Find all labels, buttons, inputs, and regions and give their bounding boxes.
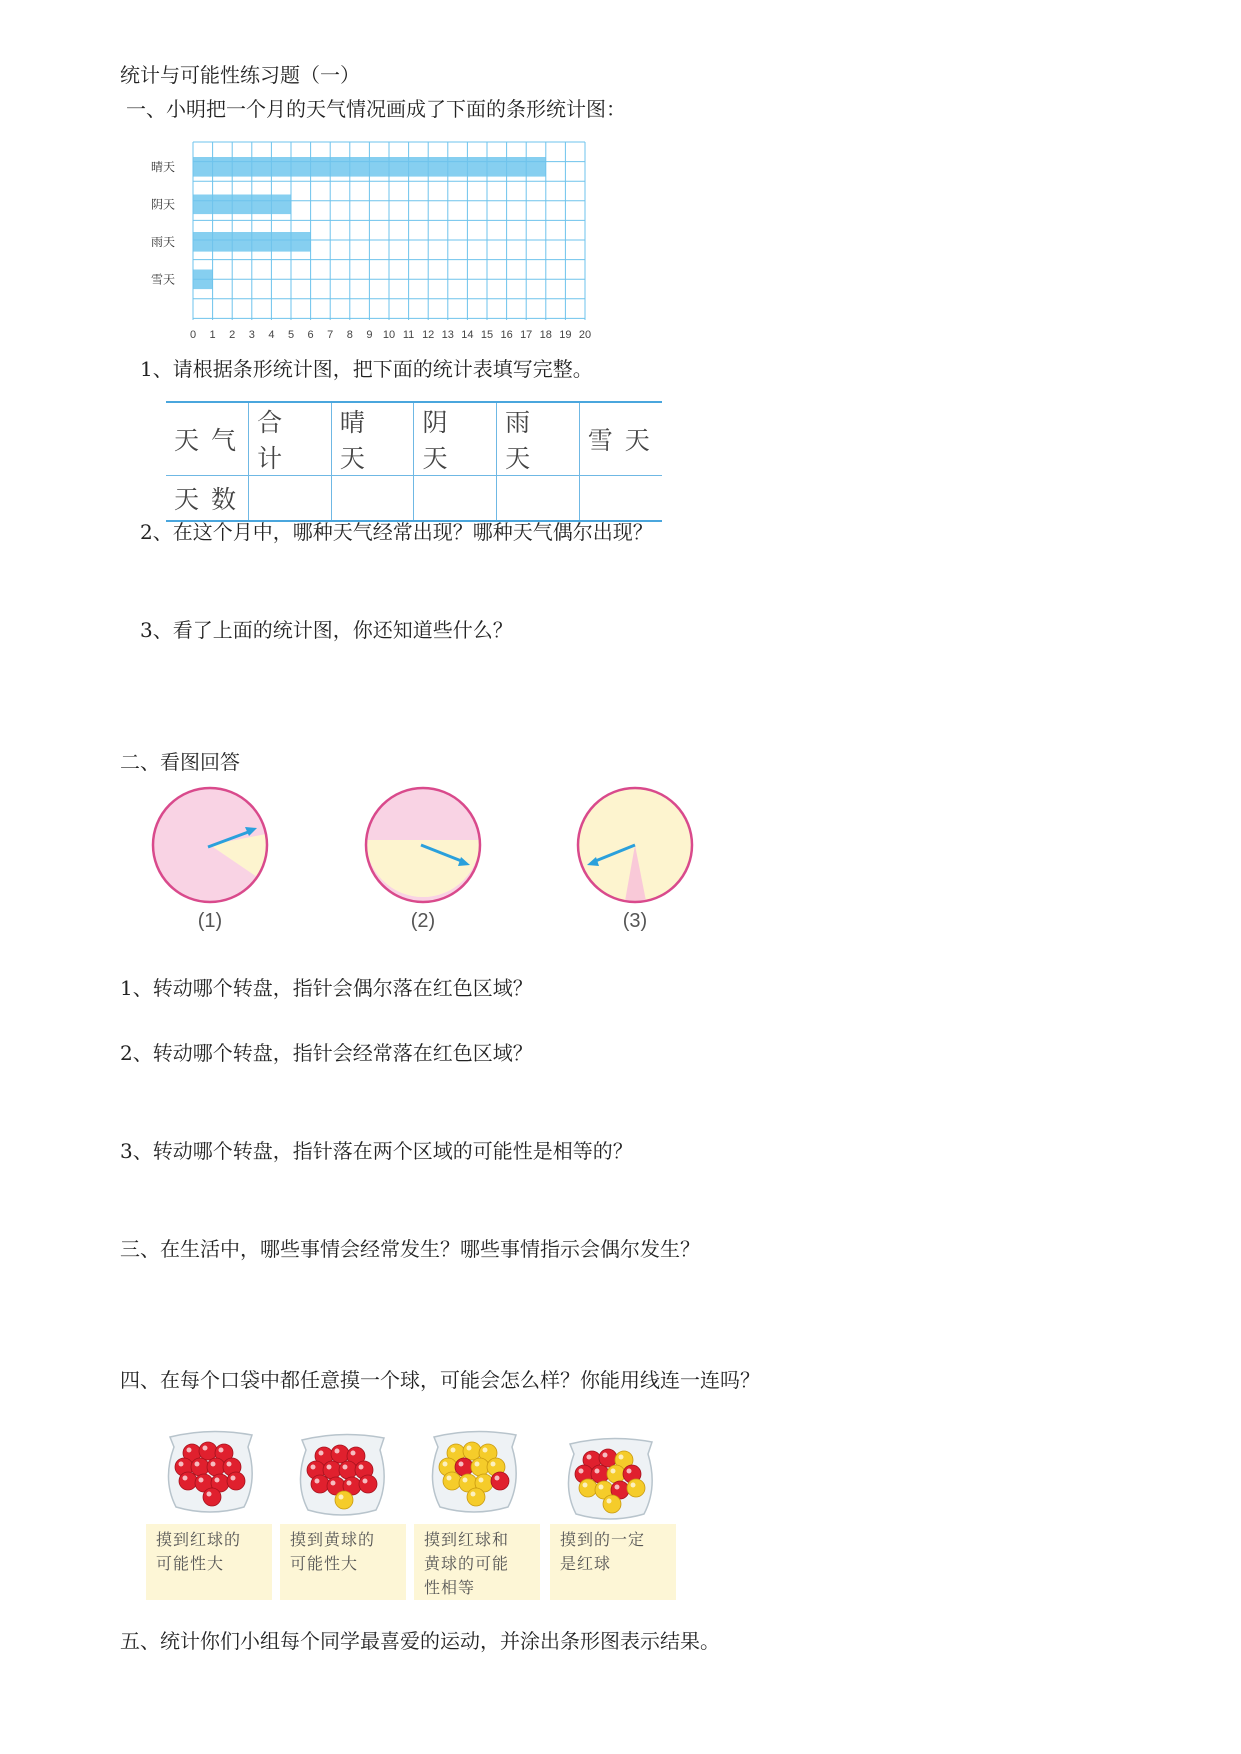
spinner-label-2: (2): [410, 910, 436, 932]
table-header-cell: 阴天: [414, 402, 497, 476]
yellow-ball: [335, 1491, 353, 1509]
red-ball: [491, 1472, 509, 1490]
red-ball: [339, 1461, 357, 1479]
red-ball: [323, 1461, 341, 1479]
ball-highlight: [599, 1485, 604, 1490]
section1-question-1: 1、请根据条形统计图，把下面的统计表填写完整。: [140, 357, 593, 381]
section2-question-3: 3、转动哪个转盘，指针落在两个区域的可能性是相等的？: [120, 1139, 633, 1163]
red-ball: [191, 1458, 209, 1476]
weather-bar-chart: [145, 138, 615, 338]
section3-heading: 三、在生活中，哪些事情会经常发生？哪些事情指示会偶尔发生？: [120, 1237, 700, 1261]
ball-highlight: [343, 1465, 348, 1470]
answer-card-4[interactable]: 摸到的一定 是红球: [550, 1524, 676, 1600]
x-tick-label: 13: [441, 329, 454, 338]
yellow-ball: [603, 1495, 621, 1513]
section5-heading: 五、统计你们小组每个同学最喜爱的运动，并涂出条形图表示结果。: [120, 1629, 720, 1653]
ball-highlight: [483, 1448, 488, 1453]
ball-highlight: [227, 1462, 232, 1467]
ball-highlight: [327, 1465, 332, 1470]
ball-bag-2: [292, 1428, 392, 1518]
ball-highlight: [211, 1462, 216, 1467]
ball-highlight: [619, 1455, 624, 1460]
x-tick-label: 16: [500, 329, 513, 338]
category-label: 晴天: [151, 160, 176, 174]
spinner-label-1: (1): [197, 910, 223, 932]
x-tick-label: 15: [480, 329, 494, 338]
ball-highlight: [315, 1479, 320, 1484]
category-label: 雨天: [151, 235, 176, 249]
red-ball: [199, 1442, 217, 1460]
ball-highlight: [467, 1446, 472, 1451]
spinner-3: [570, 785, 700, 935]
x-tick-label: 10: [382, 329, 396, 338]
ball-highlight: [495, 1476, 500, 1481]
ball-highlight: [491, 1462, 496, 1467]
table-row-label: 天数: [166, 476, 249, 522]
ball-highlight: [475, 1462, 480, 1467]
category-label: 雪天: [151, 272, 176, 287]
red-ball: [311, 1475, 329, 1493]
table-row: [166, 476, 662, 522]
yellow-ball: [471, 1458, 489, 1476]
x-tick-label: 2: [229, 329, 236, 338]
ball-highlight: [179, 1462, 184, 1467]
x-tick-label: 14: [461, 329, 474, 338]
spinner-2-cream-half: [366, 840, 480, 897]
ball-highlight: [215, 1478, 220, 1483]
yellow-ball: [607, 1465, 625, 1483]
red-ball: [591, 1465, 609, 1483]
answer-card-2[interactable]: 摸到黄球的 可能性大: [280, 1524, 406, 1600]
ball-highlight: [351, 1451, 356, 1456]
ball-highlight: [335, 1449, 340, 1454]
spinner-2: [358, 785, 488, 935]
x-tick-label: 1: [209, 329, 216, 338]
table-empty-cell[interactable]: [331, 476, 414, 522]
ball-highlight: [359, 1465, 364, 1470]
ball-highlight: [451, 1448, 456, 1453]
yellow-ball: [443, 1472, 461, 1490]
ball-highlight: [319, 1451, 324, 1456]
x-tick-label: 18: [539, 329, 552, 338]
section1-question-3: 3、看了上面的统计图，你还知道些什么？: [140, 618, 513, 642]
ball-highlight: [199, 1478, 204, 1483]
x-tick-label: 5: [287, 329, 295, 338]
yellow-ball: [579, 1479, 597, 1497]
ball-highlight: [611, 1469, 616, 1474]
ball-highlight: [615, 1485, 620, 1490]
ball-highlight: [479, 1478, 484, 1483]
answer-card-1[interactable]: 摸到红球的 可能性大: [146, 1524, 272, 1600]
ball-highlight: [587, 1455, 592, 1460]
ball-bag-4: [560, 1432, 660, 1522]
ball-highlight: [347, 1481, 352, 1486]
ball-highlight: [583, 1483, 588, 1488]
ball-highlight: [331, 1481, 336, 1486]
x-tick-label: 19: [559, 329, 572, 338]
ball-highlight: [363, 1479, 368, 1484]
ball-bag-1: [160, 1425, 260, 1515]
red-ball: [207, 1458, 225, 1476]
yellow-ball: [463, 1442, 481, 1460]
ball-highlight: [463, 1478, 468, 1483]
table-header-cell: 晴天: [331, 402, 414, 476]
red-ball: [179, 1472, 197, 1490]
table-header-cell: 雨天: [497, 402, 580, 476]
bar-1: [193, 195, 291, 215]
table-header-cell: 合计: [249, 402, 332, 476]
spinner-1: [145, 785, 275, 935]
section4-heading: 四、在每个口袋中都任意摸一个球，可能会怎么样？你能用线连一连吗？: [120, 1368, 760, 1392]
ball-highlight: [603, 1453, 608, 1458]
ball-highlight: [471, 1492, 476, 1497]
x-tick-label: 11: [402, 329, 415, 338]
category-label: 阴天: [151, 197, 176, 212]
red-ball: [599, 1449, 617, 1467]
ball-highlight: [311, 1465, 316, 1470]
x-tick-label: 0: [189, 329, 197, 338]
x-tick-label: 7: [327, 329, 334, 338]
ball-highlight: [595, 1469, 600, 1474]
x-tick-label: 3: [248, 329, 255, 338]
x-tick-label: 8: [346, 329, 353, 338]
table-empty-cell[interactable]: [579, 476, 662, 522]
table-empty-cell[interactable]: [249, 476, 332, 522]
table-header-cell: 雪天: [579, 402, 662, 476]
x-tick-label: 6: [307, 329, 314, 338]
x-tick-label: 20: [578, 329, 592, 338]
ball-highlight: [203, 1446, 208, 1451]
weather-statistics-table: [166, 401, 662, 522]
table-empty-cell[interactable]: [497, 476, 580, 522]
ball-highlight: [579, 1469, 584, 1474]
red-ball: [455, 1458, 473, 1476]
section1-heading: 一、小明把一个月的天气情况画成了下面的条形统计图：: [126, 97, 626, 121]
red-ball: [227, 1472, 245, 1490]
section2-question-2: 2、转动哪个转盘，指针会经常落在红色区域？: [120, 1041, 533, 1065]
table-header-row: [166, 402, 662, 476]
ball-highlight: [627, 1469, 632, 1474]
ball-highlight: [607, 1499, 612, 1504]
x-tick-label: 4: [268, 329, 275, 338]
red-ball: [203, 1488, 221, 1506]
x-tick-label: 12: [422, 329, 435, 338]
spinner-label-3: (3): [622, 910, 648, 932]
ball-highlight: [443, 1462, 448, 1467]
red-ball: [359, 1475, 377, 1493]
table-empty-cell[interactable]: [414, 476, 497, 522]
ball-highlight: [219, 1448, 224, 1453]
ball-highlight: [447, 1476, 452, 1481]
table-header-cell: 天气: [166, 402, 249, 476]
ball-highlight: [183, 1476, 188, 1481]
red-ball: [331, 1445, 349, 1463]
yellow-ball: [467, 1488, 485, 1506]
answer-card-3[interactable]: 摸到红球和 黄球的可能 性相等: [414, 1524, 540, 1600]
section1-question-2: 2、在这个月中，哪种天气经常出现？哪种天气偶尔出现？: [140, 520, 653, 544]
section2-heading: 二、看图回答: [120, 750, 240, 774]
ball-highlight: [459, 1462, 464, 1467]
ball-highlight: [339, 1495, 344, 1500]
ball-highlight: [207, 1492, 212, 1497]
page-title: 统计与可能性练习题（一）: [120, 63, 360, 87]
ball-highlight: [631, 1483, 636, 1488]
ball-bag-3: [424, 1425, 524, 1515]
ball-highlight: [195, 1462, 200, 1467]
yellow-ball: [627, 1479, 645, 1497]
ball-highlight: [187, 1448, 192, 1453]
x-tick-label: 17: [520, 329, 533, 338]
section2-question-1: 1、转动哪个转盘，指针会偶尔落在红色区域？: [120, 976, 533, 1000]
ball-highlight: [231, 1476, 236, 1481]
x-tick-label: 9: [366, 329, 373, 338]
